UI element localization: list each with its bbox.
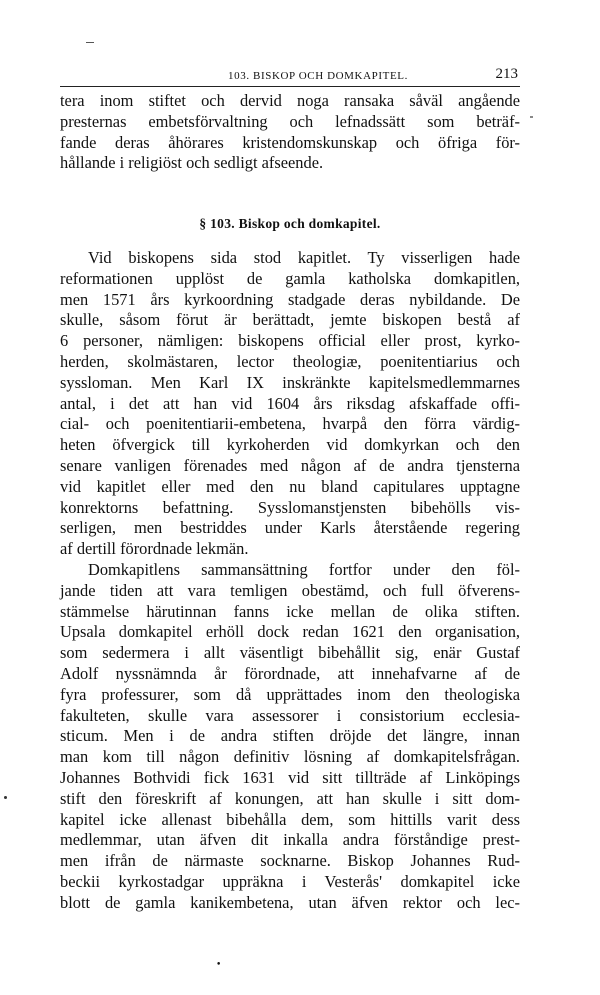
text-line: serligen, men bestriddes under Karls återstående regering xyxy=(60,518,520,538)
text-line: syssloman. Men Karl IX inskränkte kapitelsmedlemmarnes xyxy=(60,372,520,392)
page-number: 213 xyxy=(495,66,518,82)
margin-dash xyxy=(86,42,94,43)
text-line: reformationen upplöst de gamla katholska domkapitlen, xyxy=(60,268,520,288)
text-line: sticum. Men i de andra stiften dröjde det längre, innan xyxy=(60,726,520,746)
text-line: af dertill förordnade lekmän. xyxy=(60,539,249,559)
header-rule xyxy=(60,86,520,87)
text-line: Adolf nyssnämnda år förordnade, att innehafvarne af de xyxy=(60,663,520,683)
text-line: beckii kyrkostadgar uppräkna i Vesterås' domkapitel icke xyxy=(60,871,520,891)
text-line: kapitel icke allenast bibehålla dem, som hittills varit dess xyxy=(60,809,520,829)
text-line: men 1571 års kyrkoordning stadgade deras nybildande. De xyxy=(60,289,520,309)
text-line: fyra professurer, som då upprättades inom den theologiska xyxy=(60,684,520,704)
text-line: konrektorns befattning. Sysslomanstjensten bibehölls vis- xyxy=(60,497,520,517)
text-line: jande tiden att vara temligen obestämd, och full öfverens- xyxy=(60,580,520,600)
text-line: blott de gamla kanikembetena, utan äfven rektor och lec- xyxy=(60,892,520,912)
text-line: fande deras åhörares kristendomskunskap och öfriga för- xyxy=(60,132,520,152)
text-line: som sedermera i allt väsentligt bibehållit sig, enär Gustaf xyxy=(60,643,520,663)
page-header xyxy=(60,66,520,86)
footer-mark: • xyxy=(216,960,222,970)
text-line: skulle, såsom förut är berättadt, jemte biskopen bestå af xyxy=(60,310,520,330)
text-line: Johannes Bothvidi fick 1631 vid sitt tillträde af Linköpings xyxy=(60,767,520,787)
text-line: stift den föreskrift af konungen, att han skulle i sitt dom- xyxy=(60,788,520,808)
text-line: heten öfvergick till kyrkoherden vid domkyrkan och den xyxy=(60,435,520,455)
text-line: stämmelse härutinnan fanns icke mellan de olika stiften. xyxy=(60,601,520,621)
text-line: Upsala domkapitel erhöll dock redan 1621 den organisation, xyxy=(60,622,520,642)
margin-speck xyxy=(530,116,533,118)
text-line: fakulteten, skulle vara assessorer i consistorium ecclesia- xyxy=(60,705,520,725)
text-line: medlemmar, utan äfven dit inkalla andra förståndige prest- xyxy=(60,830,520,850)
text-line: cial- och poenitentiarii-embetena, hvarpå den förra värdig- xyxy=(60,414,520,434)
text-line: antal, i det att han vid 1604 års riksdag afskaffade offi- xyxy=(60,393,520,413)
intro-paragraph xyxy=(60,91,520,174)
text-line: hållande i religiöst och sedligt afseende. xyxy=(60,153,324,173)
text-line: man kom till någon definitiv lösning af domkapitelsfrågan. xyxy=(60,747,520,767)
section-body xyxy=(60,248,520,914)
text-line: senare vanligen förenades med någon af de andra tjensterna xyxy=(60,455,520,475)
text-line: herden, skolmästaren, lector theologiæ, poenitentiarius och xyxy=(60,351,520,371)
text-line: tera inom stiftet och dervid noga ransaka såväl angående xyxy=(60,91,520,110)
text-line: men ifrån de närmaste socknarne. Biskop Johannes Rud- xyxy=(60,851,520,871)
text-line: presternas embetsförvaltning och lefnadssätt som beträf- xyxy=(60,111,520,131)
margin-speck xyxy=(4,796,7,799)
section-heading: § 103. Biskop och domkapitel. xyxy=(199,216,381,231)
text-line: Domkapitlens sammansättning fortfor under den föl- xyxy=(88,559,520,579)
text-line: 6 personer, nämligen: biskopens official eller prost, kyrko- xyxy=(60,331,520,351)
running-head: 103. BISKOP OCH DOMKAPITEL. xyxy=(228,70,408,82)
text-line: vid kapitlet eller med den nu bland capitulares upptagne xyxy=(60,476,520,496)
text-line: Vid biskopens sida stod kapitlet. Ty visserligen hade xyxy=(88,248,520,267)
